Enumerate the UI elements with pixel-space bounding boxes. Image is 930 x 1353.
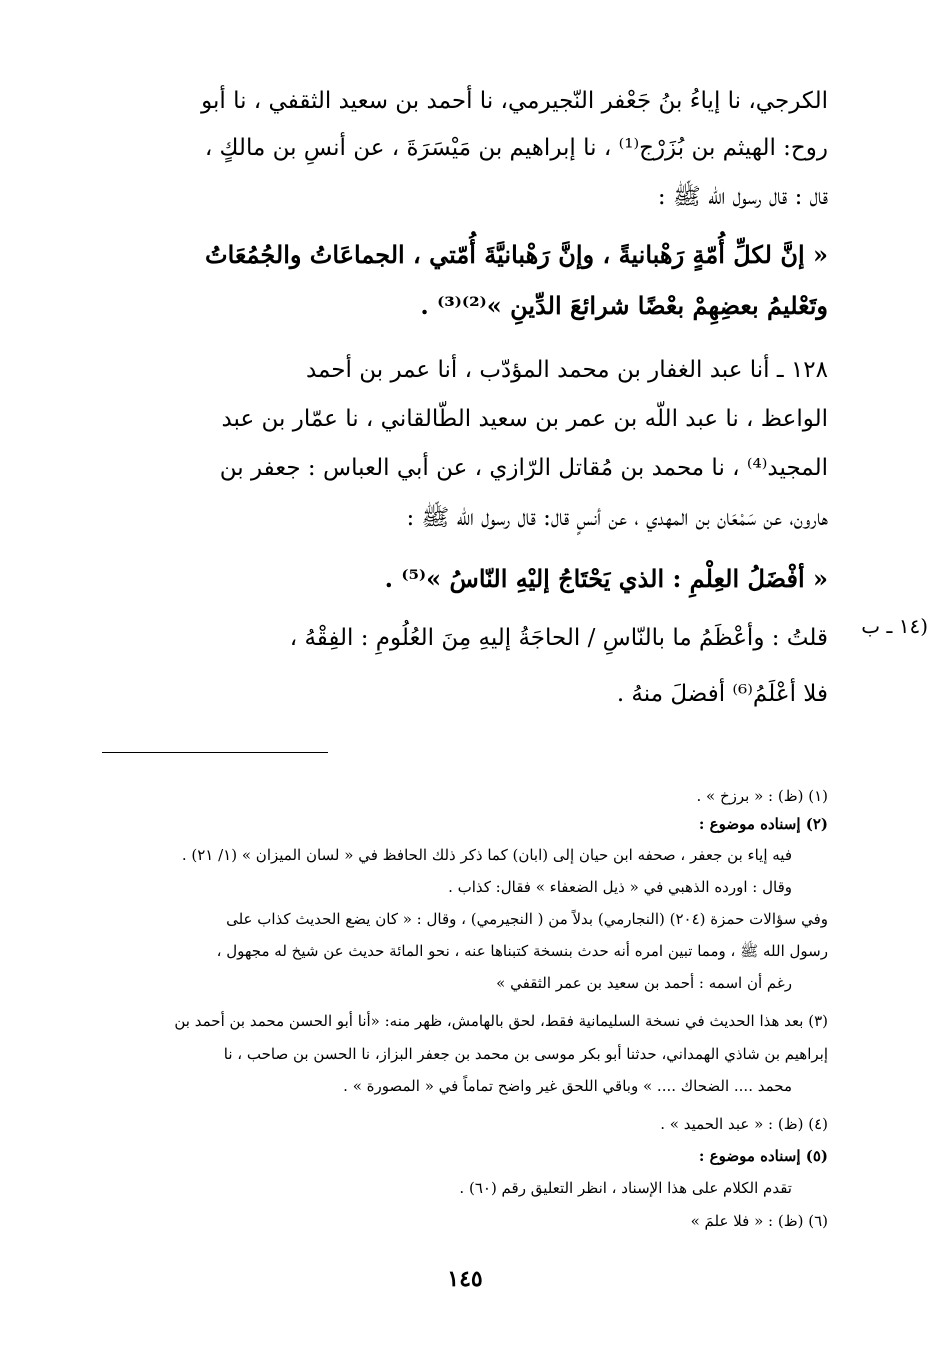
page-number: ١٤٥ (447, 1266, 483, 1292)
footnote-2-line-3: وفي سؤالات حمزة (٢٠٤) (النجارمي) بدلاً من ( النجيرمي) ، وقال : « كان يضع الحديث كذاب على (226, 910, 828, 928)
body-line-7: الواعظ ، نا عبد اللّه بن عمر بن سعيد الطّالقاني ، نا عمّار بن عبد (221, 406, 828, 432)
manuscript-folio-marker: (١٤ ـ ب (861, 614, 928, 638)
hadith-line-1: « إنَّ لكلِّ أُمّةٍ رَهْبانيةً ، وإنَّ رَهْبانيَّةَ أُمّتي ، الجماعَاتُ والجُمُعَاتُ (205, 240, 828, 269)
footnote-6: (٦) (ظ) : « فلا علمَ » (690, 1212, 828, 1230)
footnote-4: (٤) (ظ) : « عبد الحميد » . (660, 1115, 828, 1133)
footnote-2-line-1: فيه إياء بن جعفر ، صحفه ابن حيان إلى (ابان) كما ذكر ذلك الحافظ في « لسان الميزان » (١/ ٢١) . (181, 846, 792, 864)
footnote-5-line-1: تقدم الكلام على هذا الإسناد ، انظر التعليق رقم (٦٠) . (459, 1179, 792, 1197)
footnote-1: (١) (ظ) : « برزخ » . (696, 787, 828, 805)
body-line-1: الكرجي، نا إياءُ بنُ جَعْفر النّجيرمي، نا أحمد بن سعيد الثقفي ، نا أبو (201, 88, 828, 114)
footnote-5-heading: (٥) إسناده موضوع : (698, 1147, 828, 1165)
body-line-8: المجيد⁽⁴⁾ ، نا محمد بن مُقاتل الرّازي ، عن أبي العباس : جعفر بن (219, 455, 828, 481)
body-line-3: قال : قال رسول اللّه ﷺ : (657, 184, 828, 210)
author-comment-line-2: فلا أعْلَمُ⁽⁶⁾ أفضلَ منهُ . (616, 681, 828, 707)
footnote-2-line-4: رسول الله ﷺ ، ومما تبين امره أنه حدث بنسخة كتبناها عنه ، نحو المائة حديث عن شيخ له مجهول ، (216, 942, 828, 960)
footnote-2-line-5: رغم أن اسمه : أحمد بن سعيد بن عمر الثقفي » (496, 974, 792, 992)
body-line-9: هارون، عن سَمْعَان بن المهدي ، عن أنسٍ قال: قال رسول اللّه ﷺ : (406, 505, 828, 531)
footnote-3-line-2: إبراهيم بن شاذي الهمداني، حدثنا أبو بكر موسى بن محمد بن جعفر البزاز، نا الحسن بن صاحب ، نا (223, 1045, 828, 1063)
author-comment-line-1: قلتُ : وأعْظَمُ ما بالنّاسِ / الحاجَةُ إليهِ مِنَ العُلُومِ : الفِقْهُ ، (289, 625, 828, 651)
footnote-2-line-2: وقال : اورده الذهبي في « ذيل الضعفاء » فقال: كذاب . (448, 878, 792, 896)
hadith-line-2: وتَعْليمُ بعضِهِمْ بعْضًا شرائعَ الدِّينِ »⁽²⁾⁽³⁾ . (420, 291, 828, 320)
body-line-2: روح: الهيثم بن بُزَرْج⁽¹⁾ ، نا إبراهيم بن مَيْسَرَةَ ، عن أنسِ بن مالكٍ ، (204, 135, 828, 161)
hadith-128-line-1: ١٢٨ ـ أنا عبد الغفار بن محمد المؤدّب ، أنا عمر بن أحمد (305, 357, 828, 383)
footnote-3-line-3: محمد .... الضحاك .... » وباقي اللحق غير واضح تماماً في « المصورة » . (343, 1077, 792, 1095)
footnote-3-line-1: (٣) بعد هذا الحديث في نسخة السليمانية فقط، لحق بالهامش، ظهر منه: «أنا أبو الحسن محمد بن أحمد بن (174, 1012, 828, 1030)
hadith-text-128: « أفْضَلُ العِلْمِ : الذي يَحْتَاجُ إليْهِ النّاسُ »⁽⁵⁾ . (384, 564, 828, 593)
footnote-divider (102, 752, 328, 753)
footnote-2-heading: (٢) إسناده موضوع : (698, 815, 828, 833)
